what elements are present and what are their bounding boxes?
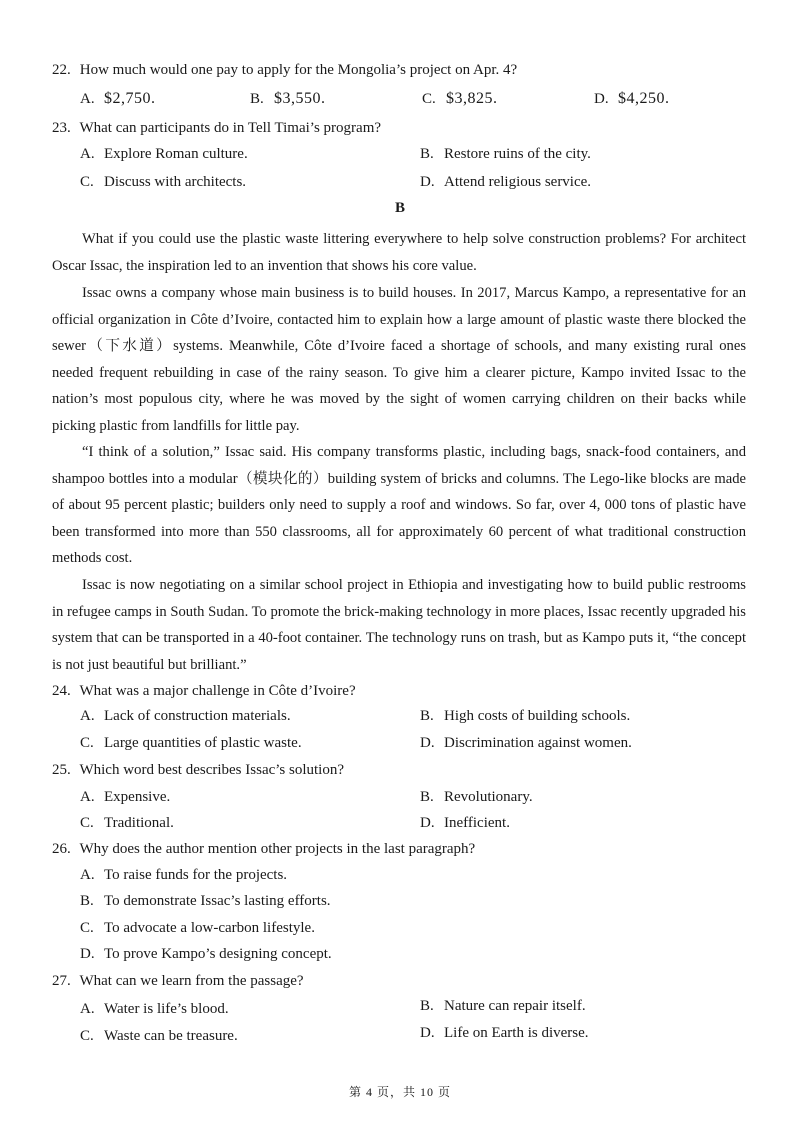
option-text: Nature can repair itself. xyxy=(444,998,586,1014)
option-letter: C. xyxy=(80,815,94,831)
passage-paragraph-3: “I think of a solution,” Issac said. His company transforms plastic, including bags, snack-food containers, and shampoo bottles into a modular（模块化的）building system of bricks and columns. The Lego-like blocks are made of about 95 percent plastic; builders only need to supply a roof and windows. So far, over 4, 000 tons of plastic have been transformed into more than 550 classrooms, all for approximately 60 percent of what traditional construction methods cost. xyxy=(52,444,746,566)
option-letter: C. xyxy=(80,174,94,190)
question-text: What was a major challenge in Côte d’Ivoire? xyxy=(79,683,356,699)
passage-paragraph-2: Issac owns a company whose main business is to build houses. In 2017, Marcus Kampo, a representative for an official organization in Côte d’Ivoire, contacted him to explain how a large amount of plastic waste there blocked the sewer（下水道）systems. Meanwhile, Côte d’Ivoire faced a shortage of schools, and many existing rural ones needed frequent rebuilding in case of the rainy season. To give him a clearer picture, Kampo invited Issac to the nation’s most populous city, where he was moved by the sight of women carrying children on their backs while picking plastic from landfills for little pay. xyxy=(52,285,746,434)
option-letter: B. xyxy=(420,146,434,162)
question-27-stem xyxy=(52,973,304,990)
option-text: Large quantities of plastic waste. xyxy=(104,735,302,751)
q27-option-c xyxy=(80,1028,238,1045)
option-letter: D. xyxy=(80,946,95,962)
option-text: To demonstrate Issac’s lasting efforts. xyxy=(104,893,331,909)
q26-option-a xyxy=(80,867,287,884)
option-letter: A. xyxy=(80,708,95,724)
option-letter: B. xyxy=(420,998,434,1014)
question-24-stem xyxy=(52,683,356,700)
question-25-stem xyxy=(52,762,344,779)
option-text: Explore Roman culture. xyxy=(104,146,248,162)
section-b-title: B xyxy=(394,200,405,216)
option-letter: A. xyxy=(80,91,95,107)
option-letter: D. xyxy=(420,1025,435,1041)
option-letter: A. xyxy=(80,867,95,883)
option-letter: A. xyxy=(80,1001,95,1017)
option-text: To advocate a low-carbon lifestyle. xyxy=(104,920,315,936)
q22-option-a xyxy=(80,90,156,108)
option-text: Attend religious service. xyxy=(444,174,592,190)
option-letter: D. xyxy=(594,91,609,107)
q23-option-d xyxy=(420,174,591,191)
question-22-stem xyxy=(52,62,517,79)
q24-option-a xyxy=(80,708,291,725)
q23-option-c xyxy=(80,174,246,191)
option-text: $3,550. xyxy=(274,90,326,107)
option-text: $2,750. xyxy=(104,90,156,107)
option-letter: A. xyxy=(80,789,95,805)
option-letter: C. xyxy=(80,920,94,936)
option-letter: C. xyxy=(422,91,436,107)
option-letter: D. xyxy=(420,735,435,751)
question-text: Why does the author mention other projects in the last paragraph? xyxy=(79,841,476,857)
question-26-stem xyxy=(52,841,475,858)
option-letter: A. xyxy=(80,146,95,162)
option-text: To raise funds for the projects. xyxy=(104,867,288,883)
q25-option-a xyxy=(80,789,170,806)
question-number: 22. xyxy=(52,62,71,78)
option-letter: C. xyxy=(80,1028,94,1044)
option-letter: B. xyxy=(420,708,434,724)
option-text: Waste can be treasure. xyxy=(104,1028,238,1044)
option-text: Inefficient. xyxy=(444,815,510,831)
q25-option-c xyxy=(80,815,174,832)
passage-paragraph-4: Issac is now negotiating on a similar school project in Ethiopia and investigating how to build public restrooms in refugee camps in South Sudan. To promote the brick-making technology in more places, Issac recently upgraded his system that can be transported in a 40-foot container. The technology runs on trash, but as Kampo puts it, “the concept is not just beautiful but brilliant.” xyxy=(52,577,746,673)
option-text: Expensive. xyxy=(104,789,171,805)
option-text: Discrimination against women. xyxy=(444,735,632,751)
question-text: What can we learn from the passage? xyxy=(79,973,304,989)
q23-option-b xyxy=(420,146,591,163)
option-letter: D. xyxy=(420,174,435,190)
option-letter: B. xyxy=(80,893,94,909)
option-text: Lack of construction materials. xyxy=(104,708,291,724)
q26-option-d xyxy=(80,946,332,963)
q27-option-b xyxy=(420,998,586,1015)
option-text: $3,825. xyxy=(446,90,498,107)
option-text: Water is life’s blood. xyxy=(104,1001,229,1017)
q24-option-b xyxy=(420,708,630,725)
q25-option-b xyxy=(420,789,533,806)
option-letter: B. xyxy=(250,91,264,107)
question-23-stem xyxy=(52,120,381,137)
q27-option-a xyxy=(80,1001,229,1018)
q22-option-c xyxy=(422,90,498,108)
page-footer: 第 4 页，共 10 页 xyxy=(348,1085,451,1099)
q22-option-b xyxy=(250,90,326,108)
option-text: Discuss with architects. xyxy=(104,174,247,190)
question-number: 24. xyxy=(52,683,71,699)
option-text: Traditional. xyxy=(104,815,174,831)
q27-option-d xyxy=(420,1025,589,1042)
passage-paragraph-1: What if you could use the plastic waste littering everywhere to help solve construction problems? For architect Oscar Issac, the inspiration led to an invention that shows his core value. xyxy=(52,231,746,274)
question-number: 25. xyxy=(52,762,71,778)
question-number: 23. xyxy=(52,120,71,136)
option-text: $4,250. xyxy=(618,90,670,107)
q26-option-b xyxy=(80,893,331,910)
option-text: Life on Earth is diverse. xyxy=(444,1025,589,1041)
option-text: Revolutionary. xyxy=(444,789,533,805)
question-number: 26. xyxy=(52,841,71,857)
q23-option-a xyxy=(80,146,248,163)
option-text: Restore ruins of the city. xyxy=(444,146,591,162)
q22-option-d xyxy=(594,90,670,108)
option-text: High costs of building schools. xyxy=(444,708,631,724)
option-letter: B. xyxy=(420,789,434,805)
question-number: 27. xyxy=(52,973,71,989)
q24-option-c xyxy=(80,735,302,752)
question-text: What can participants do in Tell Timai’s program? xyxy=(79,120,382,136)
question-text: How much would one pay to apply for the Mongolia’s project on Apr. 4? xyxy=(79,62,518,78)
q25-option-d xyxy=(420,815,510,832)
option-letter: D. xyxy=(420,815,435,831)
q26-option-c xyxy=(80,920,315,937)
q24-option-d xyxy=(420,735,632,752)
option-letter: C. xyxy=(80,735,94,751)
option-text: To prove Kampo’s designing concept. xyxy=(104,946,332,962)
question-text: Which word best describes Issac’s solution? xyxy=(79,762,345,778)
